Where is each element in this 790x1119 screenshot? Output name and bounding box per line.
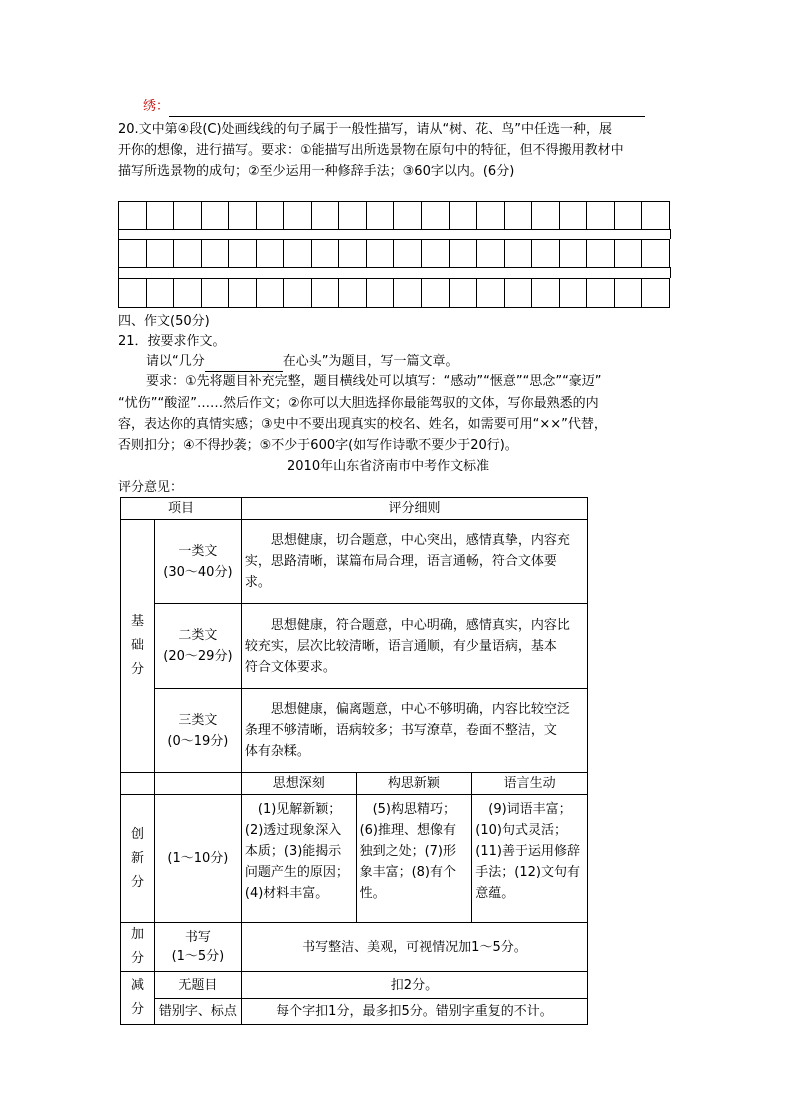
bonus-detail: 书写整洁、美观，可视情况加1～5分。 xyxy=(241,923,587,972)
prompt-pre: 请以“几分 xyxy=(146,354,205,369)
grid-row-1[interactable] xyxy=(118,201,670,230)
title-blank[interactable] xyxy=(205,357,283,372)
deduct-detail-2: 每个字扣1分，最多扣5分。错别字重复的不计。 xyxy=(241,999,587,1025)
innovation-label: 创 新 分 xyxy=(121,795,155,923)
innov-header-2: 构思新颖 xyxy=(356,773,472,795)
class1-name: 一类文 (30～40分) xyxy=(154,520,241,604)
deduct-name-2: 错别字、标点 xyxy=(154,999,241,1025)
header-item: 项目 xyxy=(121,498,242,520)
req-line4: 否则扣分；④不得抄袭；⑤不少于600字(如写作诗歌不要少于20行)。 xyxy=(118,438,518,453)
innov-header-1: 思想深刻 xyxy=(241,773,356,795)
opinion-label: 评分意见： xyxy=(118,480,184,495)
req-line2: “忧伤”“酸涩”……然后作文；②你可以大胆选择你最能驾驭的文体，写你最熟悉的内 xyxy=(118,396,599,411)
grid-row-2[interactable] xyxy=(118,239,670,268)
top-line-label: 绣： xyxy=(143,99,170,114)
section4-heading: 四、作文(50分) xyxy=(118,314,210,329)
innov-header-3: 语言生动 xyxy=(472,773,588,795)
deduct-detail-1: 扣2分。 xyxy=(241,972,587,999)
q20-line3: 描写所选景物的成句；②至少运用一种修辞手法；③60字以内。(6分) xyxy=(118,164,515,179)
class2-detail: 思想健康，符合题意，中心明确，感情真实，内容比 较充实，层次比较清晰，语言通顺，有少量语病，基本 符合文体要求。 xyxy=(241,604,587,689)
class1-detail: 思想健康，切合题意，中心突出，感情真挚，内容充 实，思路清晰，谋篇布局合理，语言通畅，符合文体要 求。 xyxy=(241,520,587,604)
deduct-label: 减 分 xyxy=(121,972,155,1025)
answer-blank[interactable] xyxy=(169,102,645,117)
scoring-table xyxy=(120,497,588,1025)
class2-name: 二类文 (20～29分) xyxy=(154,604,241,689)
q21-heading: 21．按要求作文。 xyxy=(118,334,226,349)
standard-title: 2010年山东省济南市中考作文标准 xyxy=(287,459,490,474)
writing-grid[interactable] xyxy=(118,201,670,309)
bonus-label: 加 分 xyxy=(121,923,155,972)
innovation-col3: (9)词语丰富； (10)句式灵活； (11)善于运用修辞 手法；(12)文句有 意蕴。 xyxy=(472,795,588,923)
prompt-post: 在心头”为题目，写一篇文章。 xyxy=(282,354,459,369)
deduct-name-1: 无题目 xyxy=(154,972,241,999)
header-detail: 评分细则 xyxy=(241,498,587,520)
innovation-col2: (5)构思精巧； (6)推理、想像有 独到之处；(7)形 象丰富；(8)有个 性。 xyxy=(356,795,472,923)
class3-name: 三类文 (0～19分) xyxy=(154,689,241,773)
q20-line1: 20.文中第④段(C)处画线线的句子属于一般性描写，请从“树、花、鸟”中任选一种，展 xyxy=(118,122,613,137)
innovation-col1: (1)见解新颖； (2)透过现象深入 本质；(3)能揭示 问题产生的原因； (4)材料丰富。 xyxy=(241,795,356,923)
bonus-name: 书写 (1～5分) xyxy=(154,923,241,972)
class3-detail: 思想健康，偏离题意，中心不够明确，内容比较空泛 条理不够清晰，语病较多；书写潦草，卷面不整洁，文 体有杂糅。 xyxy=(241,689,587,773)
grid-row-3[interactable] xyxy=(118,278,670,308)
basic-label: 基 础 分 xyxy=(121,520,155,773)
q20-line2: 开你的想像，进行描写。要求：①能描写出所选景物在原句中的特征，但不得搬用教材中 xyxy=(118,143,624,158)
top-answer-line xyxy=(143,97,645,117)
essay-prompt xyxy=(146,352,459,372)
innovation-range: (1～10分) xyxy=(154,795,241,923)
req-line1: 要求：①先将题目补充完整，题目横线处可以填写：“感动”“惬意”“思念”“豪迈” xyxy=(146,374,602,389)
req-line3: 容，表达你的真情实感；③史中不要出现真实的校名、姓名，如需要可用“××”代替， xyxy=(118,417,607,432)
